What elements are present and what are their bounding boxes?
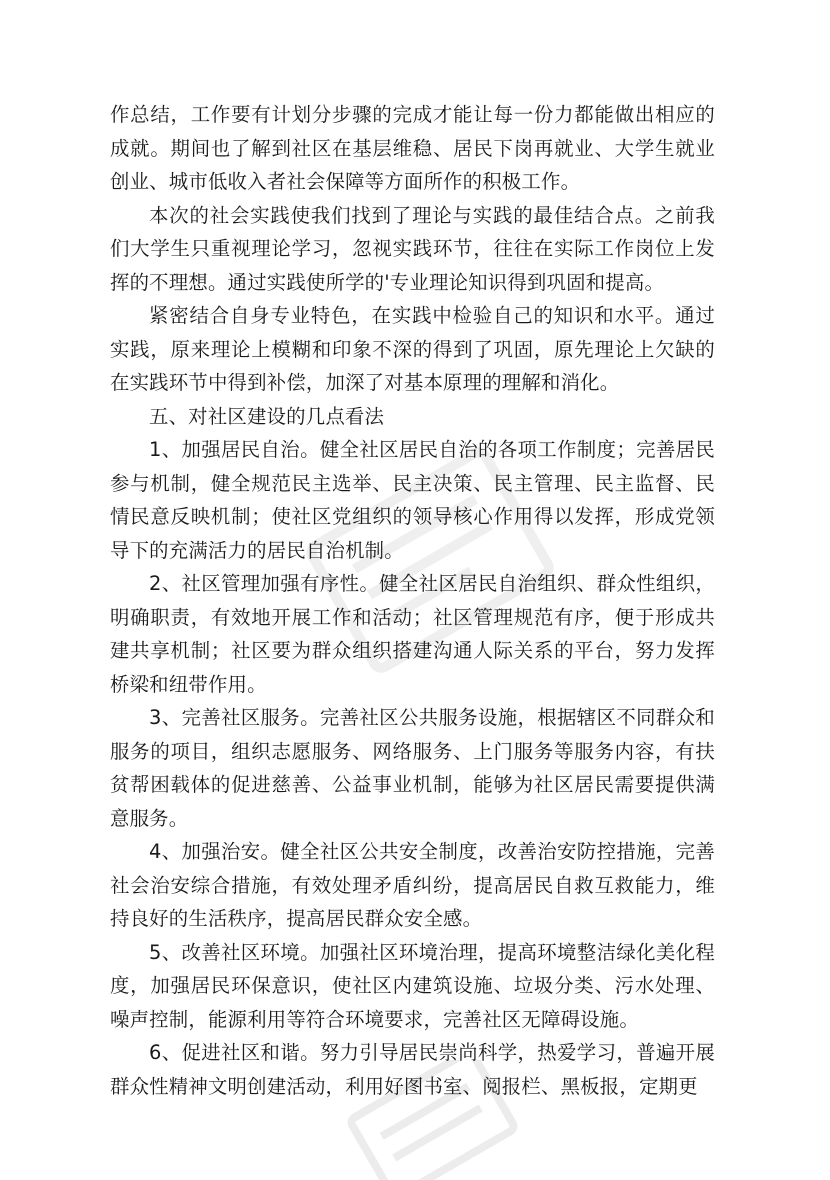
paragraph: 1、加强居民自治。健全社区居民自治的各项工作制度；完善居民参与机制，健全规范民主选举、民主决策、民主管理、民主监督、民情民意反映机制；使社区党组织的领导核心作用得以发挥，形成党领导下的充满活力的居民自治机制。: [110, 438, 715, 562]
paragraph: 4、加强治安。健全社区公共安全制度，改善治安防控措施，完善社会治安综合措施，有效处理矛盾纠纷，提高居民自救互救能力，维持良好的生活秩序，提高居民群众安全感。: [110, 840, 715, 930]
document-body: [110, 98, 715, 1103]
paragraph: 2、社区管理加强有序性。健全社区居民自治组织、群众性组织，明确职责，有效地开展工作和活动；社区管理规范有序，便于形成共建共享机制；社区要为群众组织搭建沟通人际关系的平台，努力发挥桥梁和纽带作用。: [110, 572, 715, 696]
paragraph: 5、改善社区环境。加强社区环境治理，提高环境整洁绿化美化程度，加强居民环保意识，使社区内建筑设施、垃圾分类、污水处理、噪声控制，能源利用等符合环境要求，完善社区无障碍设施。: [110, 940, 715, 1031]
section-heading: 五、对社区建设的几点看法: [149, 404, 385, 428]
paragraph: 紧密结合自身专业特色，在实践中检验自己的知识和水平。通过实践，原来理论上模糊和印象不深的得到了巩固，原先理论上欠缺的在实践环节中得到补偿，加深了对基本原理的理解和消化。: [110, 304, 715, 394]
paragraph: 本次的社会实践使我们找到了理论与实践的最佳结合点。之前我们大学生只重视理论学习，忽视实践环节，往往在实际工作岗位上发挥的不理想。通过实践使所学的'专业理论知识得到巩固和提高。: [110, 203, 715, 294]
paragraph: 6、促进社区和谐。努力引导居民崇尚科学，热爱学习，普遍开展群众性精神文明创建活动，利用好图书室、阅报栏、黑板报，定期更: [110, 1041, 715, 1098]
paragraph: 作总结，工作要有计划分步骤的完成才能让每一份力都能做出相应的成就。期间也了解到社区在基层维稳、居民下岗再就业、大学生就业创业、城市低收入者社会保障等方面所作的积极工作。: [110, 103, 715, 193]
paragraph: 3、完善社区服务。完善社区公共服务设施，根据辖区不同群众和服务的项目，组织志愿服务、网络服务、上门服务等服务内容，有扶贫帮困载体的促进慈善、公益事业机制，能够为社区居民需要提供满意服务。: [110, 706, 715, 830]
